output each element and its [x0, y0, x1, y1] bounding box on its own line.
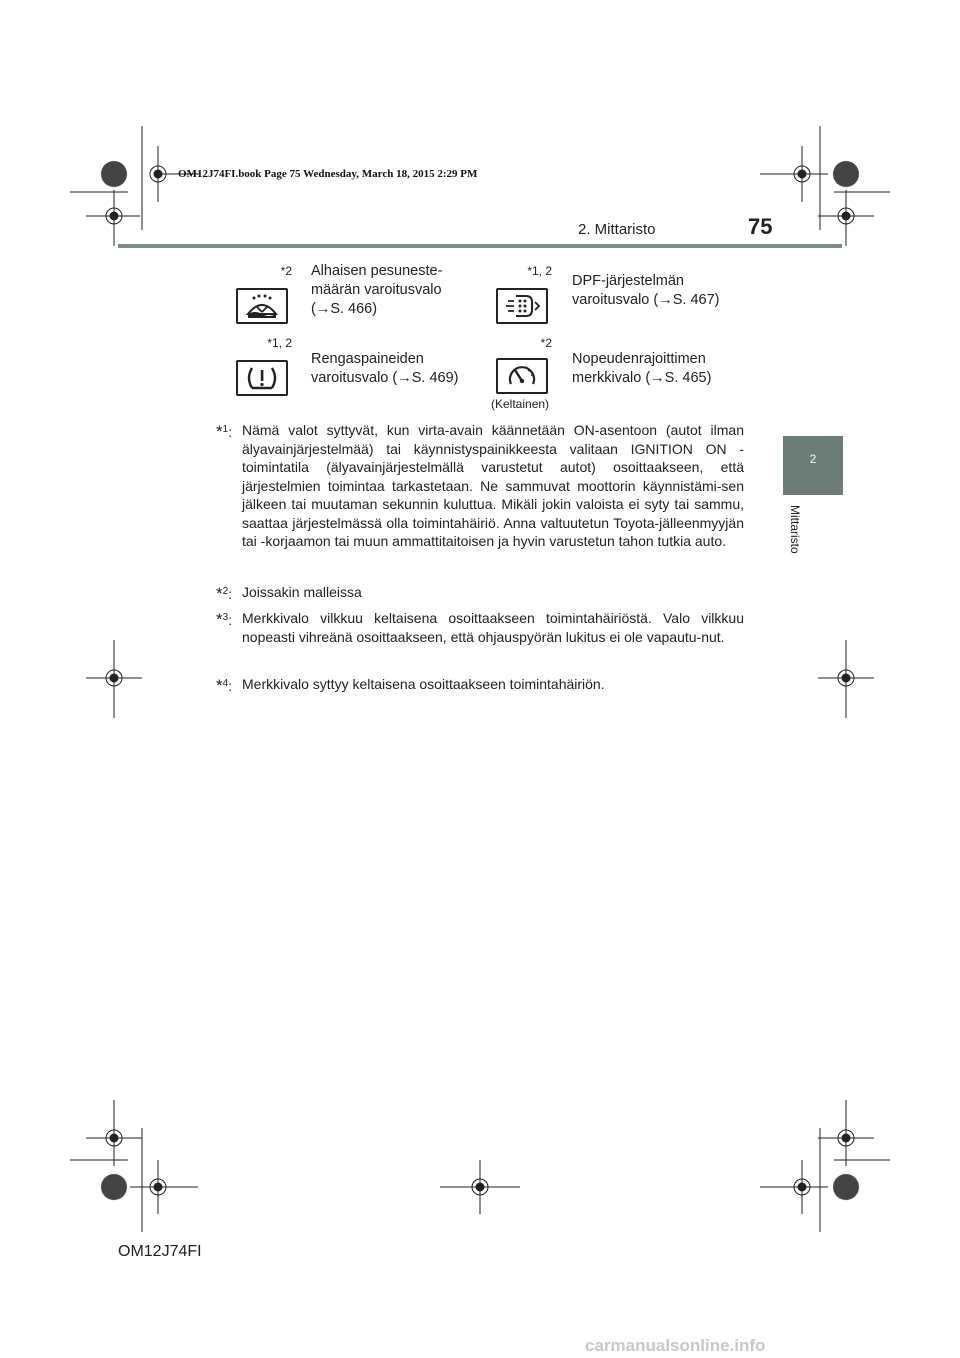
crosshair-mark: [818, 640, 874, 718]
indicator-note: *2: [540, 336, 552, 350]
footnote-text: Joissakin malleissa: [242, 584, 362, 600]
crosshair-mark: [440, 1160, 520, 1214]
indicator-description: Nopeudenrajoittimen merkkivalo (→S. 465): [572, 351, 712, 386]
speed-limiter-icon: [496, 358, 548, 394]
footnote-text: Merkkivalo syttyy keltaisena osoittaakseen toimintahäiriön.: [242, 676, 605, 692]
indicator-description: Alhaisen pesuneste- määrän varoitusvalo (→S. 466): [311, 263, 443, 317]
footnote: *$^1$: Nämä valot syttyvät, kun virta-avain käännetään ON-asentoon (autot ilman älyavainjärjestelmää) tai käynnistyspainikkeesta valitaan IGNITION ON -toimintatila (älyavainjärjestelmällä varustetut autot) osoittaakseen, että järjestelmien toimintaa tarkastetaan. Ne sammuvat moottorin käynnistämi-sen jälkeen tai muutaman sekunnin kuluttua. Mikäli jokin valoista ei syty tai sammu, saattaa järjestelmässä olla toimintahäiriö. Anna valtuutetun Toyota-jälleenmyyjän tai -korjaamon tai muun ammattitaitoisen ja hyvin varustetun tahon tutkia auto.: [216, 422, 744, 549]
washer-fluid-warning-icon: [236, 288, 288, 324]
footnote: *$^3$: Merkkivalo vilkkuu keltaisena osoittaakseen toimintahäiriöstä. Valo vilkkuu nopeasti vihreänä osoittaakseen, että ohjauspyörän lukitus ei ole vapautu-nut.: [216, 610, 744, 645]
header-rule: [118, 244, 842, 248]
indicator-note: *1, 2: [527, 264, 552, 278]
starburst-mark: [833, 1174, 859, 1200]
crosshair-mark: [86, 640, 142, 718]
indicator-note: *1, 2: [267, 336, 292, 350]
crosshair-mark: [86, 190, 140, 246]
starburst-mark: [833, 161, 859, 187]
crosshair-mark: [86, 1100, 142, 1166]
footnote-text: Merkkivalo vilkkuu keltaisena osoittaakseen toimintahäiriöstä. Valo vilkkuu nopeasti vihreänä osoittaakseen, että ohjauspyörän lukitus ei ole vapautu-nut.: [242, 610, 744, 645]
crosshair-mark: [760, 146, 828, 202]
book-info: OM12J74FI.book Page 75 Wednesday, March 18, 2015 2:29 PM: [178, 168, 478, 180]
tire-pressure-warning-icon: [236, 360, 288, 396]
dpf-warning-icon: [496, 288, 548, 324]
chapter-tab-label: Mittaristo: [788, 505, 802, 554]
indicator-description: Rengaspaineiden varoitusvalo (→S. 469): [311, 351, 459, 386]
footnote-text: Nämä valot syttyvät, kun virta-avain käännetään ON-asentoon (autot ilman älyavainjärjestelmää) tai käynnistyspainikkeesta valitaan IGNITION ON -toimintatila (älyavainjärjestelmällä varustetut autot) osoittaakseen, että järjestelmien toimintaa tarkastetaan. Ne sammuvat moottorin käynnistämi-sen jälkeen tai muutaman sekunnin kuluttua. Mikäli jokin valoista ei syty tai sammu, saattaa järjestelmässä olla toimintahäiriö. Anna valtuutetun Toyota-jälleenmyyjän tai -korjaamon tai muun ammattitaitoisen ja hyvin varustetun tahon tutkia auto.: [242, 422, 744, 549]
indicator-color-label: (Keltainen): [491, 397, 550, 411]
footnote: *$^2$: Joissakin malleissa: [216, 583, 744, 602]
starburst-mark: [101, 1174, 127, 1200]
starburst-mark: [101, 161, 127, 187]
crosshair-mark: [818, 190, 874, 246]
watermark: carmanualsonline.info: [585, 1336, 766, 1355]
crosshair-mark: [760, 1160, 828, 1214]
crosshair-mark: [130, 1160, 198, 1214]
page-number: 75: [748, 214, 773, 239]
manual-code: OM12J74FI: [118, 1243, 202, 1260]
indicator-note: *2: [280, 264, 292, 278]
section-title: 2. Mittaristo: [578, 221, 656, 238]
chapter-tab-number: 2: [809, 452, 817, 466]
footnote: *$^4$: Merkkivalo syttyy keltaisena osoittaakseen toimintahäiriön.: [216, 675, 744, 694]
crosshair-mark: [818, 1100, 874, 1166]
indicator-description: DPF-järjestelmän varoitusvalo (→S. 467): [572, 273, 720, 308]
